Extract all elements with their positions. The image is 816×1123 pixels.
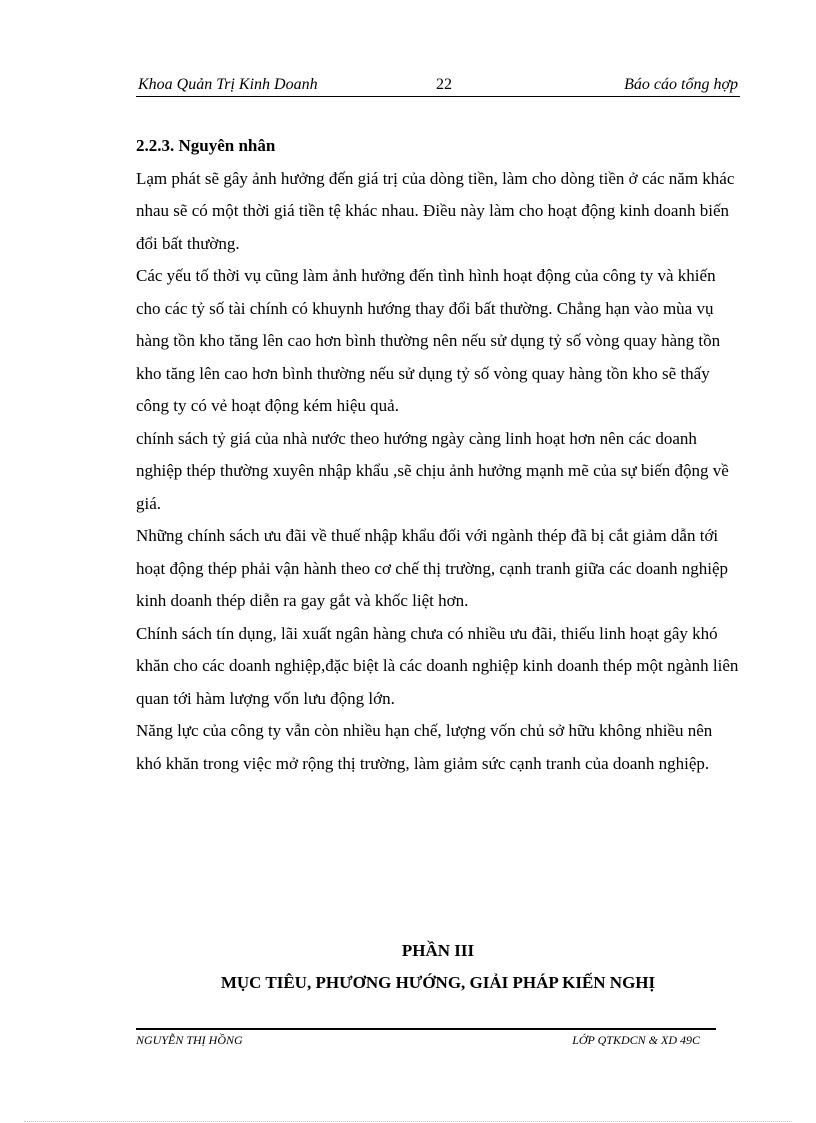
paragraph-inflation: Lạm phát sẽ gây ảnh hưởng đến giá trị của dòng tiền, làm cho dòng tiền ở các năm khác nhau sẽ có một thời giá tiền tệ khác nhau. Điều này làm cho hoạt động kinh doanh biến đổi bất thường. (136, 168, 735, 253)
paragraph-import-tax: Những chính sách ưu đãi về thuế nhập khẩu đối với ngành thép đã bị cắt giảm dẫn tới hoạt động thép phải vận hành theo cơ chế thị trường, cạnh tranh giữa các doanh nghiệp kinh doanh thép diễn ra gay gắt và khốc liệt hơn. (136, 526, 729, 610)
page-bottom-border (24, 1121, 792, 1122)
main-content (136, 130, 740, 780)
header-report-title: Báo cáo tổng hợp (624, 76, 738, 93)
page-header (136, 74, 740, 97)
part-title: PHẦN III (401, 941, 475, 960)
footer-class: LỚP QTKDCN & XD 49C (572, 1033, 700, 1047)
paragraph-capacity: Năng lực của công ty vẫn còn nhiều hạn chế, lượng vốn chủ sở hữu không nhiều nên khó khăn trong việc mở rộng thị trường, làm giảm sức cạnh tranh của doanh nghiệp. (136, 721, 713, 773)
part-subtitle: MỤC TIÊU, PHƯƠNG HƯỚNG, GIẢI PHÁP KIẾN NGHỊ (220, 973, 656, 992)
section-heading: 2.2.3. Nguyên nhân (136, 136, 276, 155)
paragraph-credit-policy: Chính sách tín dụng, lãi xuất ngân hàng chưa có nhiều ưu đãi, thiếu linh hoạt gây khó khăn cho các doanh nghiệp,đặc biệt là các doanh nghiệp kinh doanh thép một ngành liên quan tới hàm lượng vốn lưu động lớn. (136, 623, 739, 708)
paragraph-seasonal: Các yếu tố thời vụ cũng làm ảnh hưởng đến tình hình hoạt động của công ty và khiến cho các tỷ số tài chính có khuynh hướng thay đổi bất thường. Chẳng hạn vào mùa vụ hàng tồn kho tăng lên cao hơn bình thường nên nếu sử dụng tỷ số vòng quay hàng tồn kho tăng lên cao hơn bình thường nếu sử dụng tỷ số vòng quay hàng tồn kho sẽ thấy công ty có vẻ hoạt động kém hiệu quả. (136, 266, 721, 415)
header-page-number: 22 (436, 76, 452, 93)
paragraph-exchange-rate: chính sách tỷ giá của nhà nước theo hướng ngày càng linh hoạt hơn nên các doanh nghiệp thép thường xuyên nhập khẩu ,sẽ chịu ảnh hưởng mạnh mẽ của sự biến động về giá. (136, 428, 729, 513)
part-heading (136, 935, 740, 999)
footer-author: NGUYỄN THỊ HỒNG (136, 1033, 243, 1047)
header-faculty: Khoa Quản Trị Kinh Doanh (138, 76, 318, 93)
page-footer (136, 1028, 716, 1050)
